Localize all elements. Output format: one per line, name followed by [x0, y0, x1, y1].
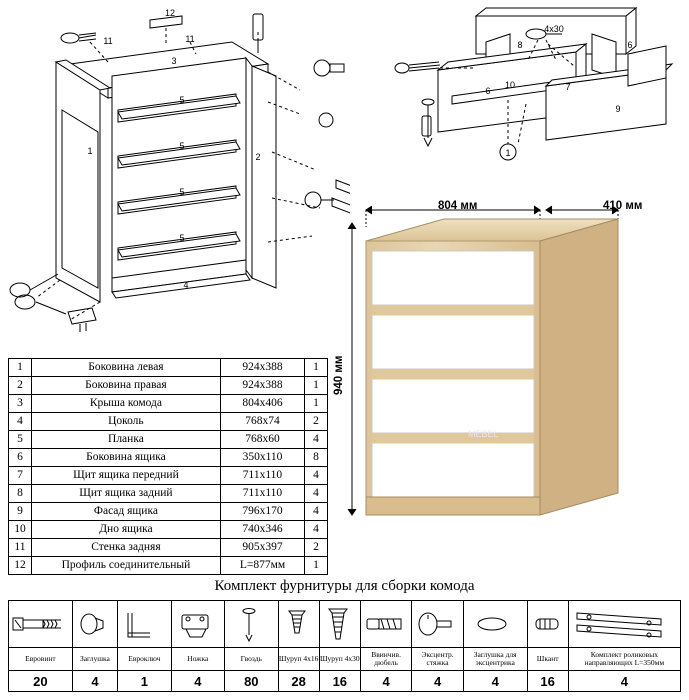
- part-name: Боковина правая: [31, 377, 220, 395]
- hardware-label: Комплект роликовых направляющих L=350мм: [568, 648, 680, 671]
- parts-table: [8, 358, 328, 575]
- hardware-label: Эксцентр. стяжка: [412, 648, 463, 671]
- hardware-qty: 4: [568, 671, 680, 692]
- callout-2: 2: [255, 152, 261, 162]
- part-size: 796х170: [220, 503, 304, 521]
- hardware-label: Шуруп 4х16: [278, 648, 319, 671]
- table-row: [9, 449, 328, 467]
- callout-5-a: 5: [179, 95, 185, 105]
- part-no: 8: [9, 485, 32, 503]
- part-qty: 8: [305, 449, 328, 467]
- screw-4x16-icon: [278, 601, 319, 648]
- table-row: [9, 359, 328, 377]
- hardware-label: Евроключ: [118, 648, 172, 671]
- part-size: 804х406: [220, 395, 304, 413]
- part-size: 768х60: [220, 431, 304, 449]
- part-size: 905х397: [220, 539, 304, 557]
- part-qty: 1: [305, 377, 328, 395]
- part-name: Крыша комода: [31, 395, 220, 413]
- hardware-qty: 20: [9, 671, 73, 692]
- drawer-detail-diagram: [378, 4, 688, 164]
- part-qty: 1: [305, 395, 328, 413]
- callout-11-right: 11: [185, 34, 195, 44]
- part-size: 924х388: [220, 377, 304, 395]
- hardware-label: Заглушка: [72, 648, 117, 671]
- drawer-front-1: [372, 251, 534, 305]
- screw-4x30-icon: [319, 601, 360, 648]
- hardware-qty: 1: [118, 671, 172, 692]
- drawer-callout-4x30: 4х30: [544, 24, 564, 34]
- hardware-label: Ввинчив. дюбель: [360, 648, 411, 671]
- part-qty: 4: [305, 467, 328, 485]
- hardware-qty: 4: [360, 671, 411, 692]
- hardware-qty: 28: [278, 671, 319, 692]
- hardware-label: Гвоздь: [225, 648, 279, 671]
- table-row: [9, 377, 328, 395]
- hardware-icon-row: [9, 601, 681, 648]
- part-no: 11: [9, 539, 32, 557]
- drawer-callout-10: 10: [504, 80, 516, 90]
- part-size: 924х388: [220, 359, 304, 377]
- table-row: [9, 395, 328, 413]
- foot-icon: [171, 601, 225, 648]
- hardware-label: Евровинт: [9, 648, 73, 671]
- hardware-qty: 4: [412, 671, 463, 692]
- part-no: 1: [9, 359, 32, 377]
- part-name: Щит ящика передний: [31, 467, 220, 485]
- table-row: [9, 503, 328, 521]
- callout-3: 3: [171, 56, 177, 66]
- part-name: Щит ящика задний: [31, 485, 220, 503]
- part-size: 711х110: [220, 467, 304, 485]
- drawer-front-4: [372, 443, 534, 497]
- hardware-label: Шуруп 4х30: [319, 648, 360, 671]
- part-no: 6: [9, 449, 32, 467]
- parts-table-body: [9, 359, 328, 575]
- callout-5-d: 5: [179, 233, 185, 243]
- table-row: [9, 467, 328, 485]
- part-qty: 1: [305, 557, 328, 575]
- part-name: Дно ящика: [31, 521, 220, 539]
- table-row: [9, 557, 328, 575]
- part-qty: 4: [305, 431, 328, 449]
- part-no: 2: [9, 377, 32, 395]
- hardware-qty: 4: [463, 671, 527, 692]
- part-no: 10: [9, 521, 32, 539]
- hardware-label: Заглушка для эксцентрика: [463, 648, 527, 671]
- drawer-callout-6-left: 6: [485, 86, 491, 96]
- part-no: 9: [9, 503, 32, 521]
- part-no: 5: [9, 431, 32, 449]
- euro-screw-icon: [9, 601, 73, 648]
- hardware-qty: 16: [527, 671, 568, 692]
- part-name: Фасад ящика: [31, 503, 220, 521]
- callout-5-b: 5: [179, 141, 185, 151]
- width-dimension-label: 804 мм: [438, 200, 478, 212]
- drawer-callout-6-right: 6: [627, 40, 633, 50]
- part-qty: 4: [305, 521, 328, 539]
- dowel-pin-icon: [527, 601, 568, 648]
- cap-icon: [72, 601, 117, 648]
- table-row: [9, 413, 328, 431]
- drawer-callout-9: 9: [615, 104, 621, 114]
- table-row: [9, 539, 328, 557]
- drawer-front-3: [372, 379, 534, 433]
- depth-dimension-label: 410 мм: [603, 200, 643, 212]
- callout-4: 4: [183, 280, 189, 290]
- cam-lock-icon: [412, 601, 463, 648]
- drawer-callout-8: 8: [517, 40, 523, 50]
- part-no: 3: [9, 395, 32, 413]
- callout-12: 12: [164, 8, 176, 18]
- hardware-label: Ножка: [171, 648, 225, 671]
- part-no: 4: [9, 413, 32, 431]
- euro-key-icon: [118, 601, 172, 648]
- part-size: 740х346: [220, 521, 304, 539]
- dowel-icon: [360, 601, 411, 648]
- part-qty: 4: [305, 485, 328, 503]
- part-name: Боковина ящика: [31, 449, 220, 467]
- table-row: [9, 485, 328, 503]
- part-name: Стенка задняя: [31, 539, 220, 557]
- part-no: 12: [9, 557, 32, 575]
- hardware-qty-row: [9, 671, 681, 692]
- hardware-label: Шкант: [527, 648, 568, 671]
- hardware-qty: 4: [171, 671, 225, 692]
- part-name: Цоколь: [31, 413, 220, 431]
- hardware-kit-title: Комплект фурнитуры для сборки комода: [214, 578, 475, 594]
- table-row: [9, 521, 328, 539]
- part-name: Планка: [31, 431, 220, 449]
- svg-text:MEBEL: MEBEL: [468, 429, 499, 439]
- finished-dresser-render: [318, 185, 688, 575]
- part-size: L=877мм: [220, 557, 304, 575]
- part-size: 350х110: [220, 449, 304, 467]
- drawer-callout-7: 7: [565, 82, 571, 92]
- drawer-front-2: [372, 315, 534, 369]
- callout-5-c: 5: [179, 187, 185, 197]
- part-size: 768х74: [220, 413, 304, 431]
- part-no: 7: [9, 467, 32, 485]
- part-name: Профиль соединительный: [31, 557, 220, 575]
- part-name: Боковина левая: [31, 359, 220, 377]
- hardware-qty: 80: [225, 671, 279, 692]
- callout-1: 1: [87, 146, 93, 156]
- hardware-qty: 16: [319, 671, 360, 692]
- slide-rails-icon: [568, 601, 680, 648]
- hardware-qty: 4: [72, 671, 117, 692]
- part-qty: 1: [305, 359, 328, 377]
- hardware-label-row: [9, 648, 681, 671]
- table-row: [9, 431, 328, 449]
- exploded-cabinet-diagram: [0, 2, 350, 354]
- part-qty: 4: [305, 503, 328, 521]
- part-qty: 2: [305, 539, 328, 557]
- nail-icon: [225, 601, 279, 648]
- drawer-callout-1: 1: [505, 148, 511, 158]
- part-qty: 2: [305, 413, 328, 431]
- hardware-kit-table: [8, 600, 681, 692]
- part-size: 711х110: [220, 485, 304, 503]
- height-dimension-label: 940 мм: [333, 355, 345, 395]
- cam-cap-icon: [463, 601, 527, 648]
- callout-11-left: 11: [103, 36, 113, 46]
